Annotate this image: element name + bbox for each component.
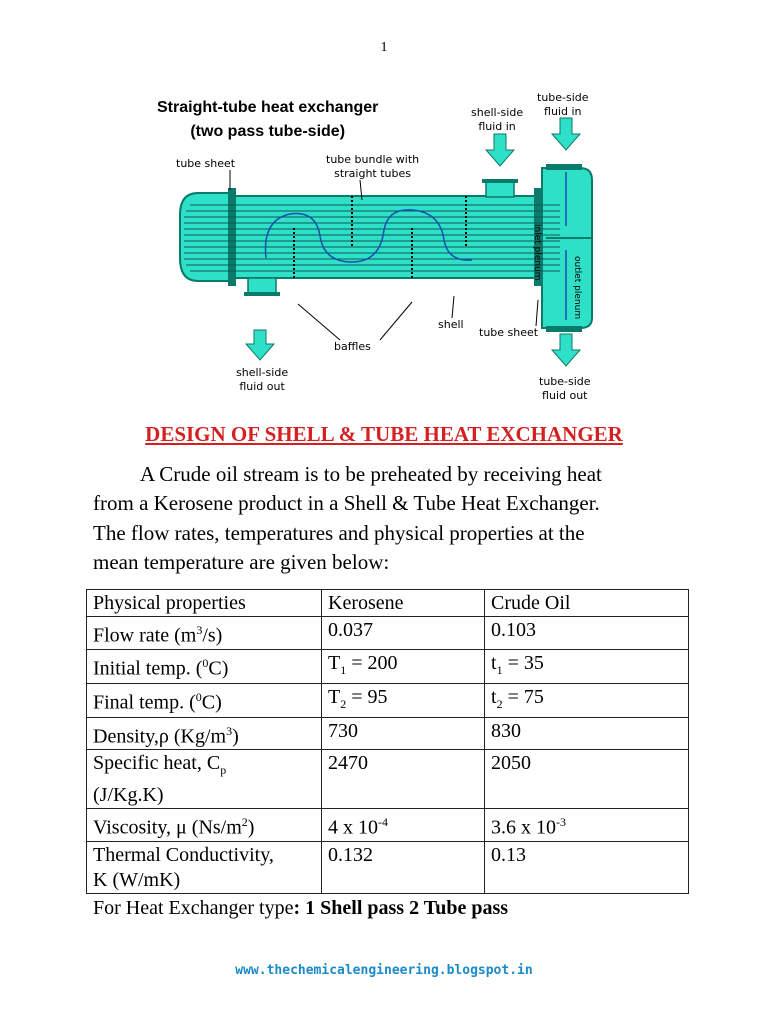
plenum-top-flange [546, 164, 582, 170]
table-cell: 830 [485, 717, 689, 750]
table-cell: 0.13 [485, 841, 689, 893]
left-head [180, 193, 232, 281]
tube-bundle-label [326, 153, 419, 181]
shell-outlet-flange [244, 292, 280, 296]
table-row [87, 750, 689, 809]
table-cell: 3.6 x $10^{-3}$ [485, 809, 689, 842]
shell-side-out-line1: shell-side [236, 366, 289, 379]
tube-side-out-line1: tube-side [539, 375, 591, 388]
exchanger-type-colon: : [293, 897, 301, 919]
table-cell: 0.103 [485, 617, 689, 650]
table-cell: $T_2 = 95$ [322, 683, 485, 717]
tube-bundle-label-line1: tube bundle with [326, 153, 420, 166]
table-cell: $t_1 = 35$ [485, 649, 689, 683]
figure-title-line1: Straight-tube heat exchanger [157, 99, 379, 116]
table-cell: Kerosene [322, 590, 485, 617]
table-cell: $t_2 = 75$ [485, 683, 689, 717]
table-row [87, 809, 689, 842]
table-row [87, 617, 689, 650]
tube-side-out-line2: fluid out [542, 389, 588, 402]
table-row [87, 649, 689, 683]
table-cell: Thermal Conductivity, K (W/mK) [87, 841, 322, 893]
table-cell: $T_1 = 200$ [322, 649, 485, 683]
table-cell: Density,ρ $(Kg/m^3)$ [87, 717, 322, 750]
table-cell: Final temp. ($^0$C) [87, 683, 322, 717]
shell-inlet-flange [482, 179, 518, 183]
tube-bundle-label-line2: straight tubes [334, 167, 411, 180]
outlet-plenum-label: outlet plenum [572, 256, 582, 320]
table-row [87, 683, 689, 717]
inlet-plenum-label: inlet plenum [532, 224, 542, 281]
section-heading: DESIGN OF SHELL & TUBE HEAT EXCHANGER [145, 422, 623, 446]
tube-out-arrow [552, 334, 580, 366]
exchanger-type-line [93, 897, 508, 920]
table-cell: Physical properties [87, 590, 322, 617]
tube-side-in-label [537, 91, 589, 119]
shell-side-out-label [236, 366, 288, 394]
shell-inlet-nozzle [486, 181, 514, 197]
table-cell: Specific heat, $C_p$ (J/Kg.K) [87, 750, 322, 809]
table-row [87, 717, 689, 750]
table-cell: Flow rate $(m^3/s)$ [87, 617, 322, 650]
shell-label: shell [438, 318, 464, 331]
tube-sheet-right-label: tube sheet [479, 326, 539, 339]
table-cell: 2470 [322, 750, 485, 809]
shell-side-in-label [471, 106, 523, 134]
intro-line: The flow rates, temperatures and physical properties at the [93, 520, 585, 545]
tube-side-out-label [539, 375, 591, 403]
footer-url[interactable]: www.thechemicalengineering.blogspot.in [235, 963, 533, 978]
table-cell: 0.037 [322, 617, 485, 650]
page-number: 1 [380, 40, 388, 55]
plenum-bottom-flange [546, 326, 582, 332]
tube-in-arrow [552, 118, 580, 150]
table-cell: 730 [322, 717, 485, 750]
tube-sheet-left-label: tube sheet [176, 157, 236, 170]
right-plenum [542, 168, 592, 328]
shell-in-arrow [486, 134, 514, 166]
properties-table [86, 589, 689, 894]
shell-body [232, 196, 536, 278]
table-cell: Initial temp. ($^0$C) [87, 649, 322, 683]
figure-title-line2: (two pass tube-side) [190, 123, 346, 140]
table-cell: 0.132 [322, 841, 485, 893]
shell-side-in-line1: shell-side [471, 106, 524, 119]
tube-side-in-line1: tube-side [537, 91, 589, 104]
exchanger-type-value: 1 Shell pass 2 Tube pass [300, 897, 509, 919]
intro-line: from a Kerosene product in a Shell & Tube Heat Exchanger. [93, 491, 600, 516]
tube-side-in-line2: fluid in [544, 105, 582, 118]
shell-out-arrow [246, 330, 274, 360]
baffles-label: baffles [334, 340, 371, 353]
shell-outlet-nozzle [248, 278, 276, 294]
intro-line: mean temperature are given below: [93, 549, 390, 574]
figure-title [157, 96, 378, 144]
exchanger-type-prefix: For Heat Exchanger type [93, 897, 294, 919]
table-cell: 2050 [485, 750, 689, 809]
intro-paragraph [93, 460, 683, 577]
table-row [87, 841, 689, 893]
intro-line: A Crude oil stream is to be preheated by receiving heat [140, 462, 602, 486]
table-cell: Crude Oil [485, 590, 689, 617]
table-cell: Viscosity, μ $(Ns/m^2)$ [87, 809, 322, 842]
shell-side-out-line2: fluid out [239, 380, 285, 393]
table-cell: 4 x $10^{-4}$ [322, 809, 485, 842]
shell-side-in-line2: fluid in [478, 120, 516, 133]
table-header-row [87, 590, 689, 617]
